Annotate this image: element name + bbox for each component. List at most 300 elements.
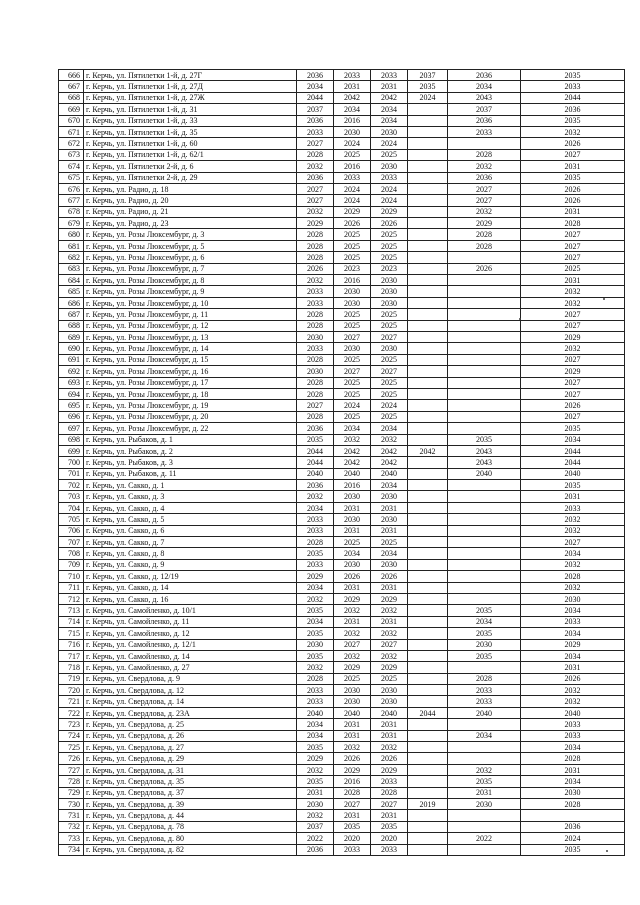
year-col-4-cell: 2042 <box>334 457 371 468</box>
row-number-cell: 734 <box>59 844 84 855</box>
year-col-6-cell <box>408 343 448 354</box>
year-col-7-cell: 2033 <box>448 696 521 707</box>
year-col-6-cell <box>408 650 448 661</box>
year-col-5-cell: 2032 <box>371 742 408 753</box>
year-col-4-cell: 2026 <box>334 571 371 582</box>
row-number-cell: 685 <box>59 286 84 297</box>
table-row <box>59 742 625 753</box>
year-col-5-cell: 2040 <box>371 707 408 718</box>
row-number-cell: 722 <box>59 707 84 718</box>
year-col-7-cell: 2028 <box>448 229 521 240</box>
table-row <box>59 172 625 183</box>
row-number-cell: 701 <box>59 468 84 479</box>
year-col-3-cell: 2030 <box>297 799 334 810</box>
address-cell: г. Керчь, ул. Свердлова, д. 9 <box>84 673 297 684</box>
year-col-7-cell <box>448 525 521 536</box>
year-col-6-cell <box>408 297 448 308</box>
row-number-cell: 729 <box>59 787 84 798</box>
year-col-8-cell: 2032 <box>521 286 625 297</box>
year-col-5-cell: 2031 <box>371 616 408 627</box>
table-row <box>59 423 625 434</box>
year-col-8-cell: 2028 <box>521 753 625 764</box>
year-col-8-cell: 2035 <box>521 844 625 855</box>
year-col-6-cell <box>408 628 448 639</box>
row-number-cell: 727 <box>59 764 84 775</box>
year-col-7-cell <box>448 480 521 491</box>
year-col-3-cell: 2033 <box>297 514 334 525</box>
year-col-3-cell: 2036 <box>297 423 334 434</box>
year-col-7-cell <box>448 537 521 548</box>
row-number-cell: 674 <box>59 161 84 172</box>
year-col-3-cell: 2028 <box>297 252 334 263</box>
row-number-cell: 719 <box>59 673 84 684</box>
address-cell: г. Керчь, ул. Сакко, д. 9 <box>84 559 297 570</box>
row-number-cell: 677 <box>59 195 84 206</box>
address-cell: г. Керчь, ул. Рыбаков, д. 3 <box>84 457 297 468</box>
year-col-5-cell: 2032 <box>371 628 408 639</box>
year-col-6-cell <box>408 468 448 479</box>
year-col-4-cell: 2034 <box>334 548 371 559</box>
year-col-4-cell: 2031 <box>334 81 371 92</box>
year-col-5-cell: 2025 <box>371 537 408 548</box>
year-col-8-cell: 2040 <box>521 707 625 718</box>
year-col-6-cell <box>408 753 448 764</box>
table-row <box>59 229 625 240</box>
year-col-3-cell: 2033 <box>297 685 334 696</box>
table-row <box>59 286 625 297</box>
year-col-8-cell: 2024 <box>521 833 625 844</box>
year-col-4-cell: 2032 <box>334 628 371 639</box>
year-col-6-cell <box>408 605 448 616</box>
row-number-cell: 720 <box>59 685 84 696</box>
year-col-6-cell <box>408 104 448 115</box>
year-col-3-cell: 2033 <box>297 297 334 308</box>
year-col-7-cell <box>448 297 521 308</box>
row-number-cell: 692 <box>59 366 84 377</box>
address-cell: г. Керчь, ул. Розы Люксембург, д. 18 <box>84 388 297 399</box>
year-col-5-cell: 2025 <box>371 229 408 240</box>
year-col-6-cell <box>408 491 448 502</box>
address-cell: г. Керчь, ул. Свердлова, д. 82 <box>84 844 297 855</box>
year-col-6-cell <box>408 571 448 582</box>
year-col-3-cell: 2032 <box>297 810 334 821</box>
year-col-8-cell: 2032 <box>521 126 625 137</box>
year-col-5-cell: 2031 <box>371 582 408 593</box>
table-row <box>59 297 625 308</box>
year-col-4-cell: 2042 <box>334 445 371 456</box>
year-col-6-cell <box>408 673 448 684</box>
year-col-5-cell: 2031 <box>371 525 408 536</box>
year-col-6-cell <box>408 730 448 741</box>
year-col-6-cell <box>408 685 448 696</box>
address-cell: г. Керчь, ул. Розы Люксембург, д. 14 <box>84 343 297 354</box>
year-col-6-cell <box>408 183 448 194</box>
year-col-8-cell: 2032 <box>521 559 625 570</box>
year-col-3-cell: 2035 <box>297 605 334 616</box>
year-col-4-cell: 2027 <box>334 331 371 342</box>
year-col-7-cell: 2034 <box>448 730 521 741</box>
year-col-3-cell: 2034 <box>297 81 334 92</box>
year-col-5-cell: 2027 <box>371 331 408 342</box>
year-col-3-cell: 2028 <box>297 149 334 160</box>
address-cell: г. Керчь, ул. Пятилетки 1-й, д. 27Д <box>84 81 297 92</box>
year-col-7-cell <box>448 502 521 513</box>
year-col-6-cell: 2042 <box>408 445 448 456</box>
year-col-6-cell <box>408 240 448 251</box>
year-col-5-cell: 2026 <box>371 218 408 229</box>
address-cell: г. Керчь, ул. Рыбаков, д. 2 <box>84 445 297 456</box>
address-cell: г. Керчь, ул. Розы Люксембург, д. 10 <box>84 297 297 308</box>
address-cell: г. Керчь, ул. Розы Люксембург, д. 5 <box>84 240 297 251</box>
table-row <box>59 320 625 331</box>
year-col-8-cell: 2032 <box>521 514 625 525</box>
year-col-8-cell: 2026 <box>521 400 625 411</box>
table-row <box>59 411 625 422</box>
year-col-8-cell: 2027 <box>521 388 625 399</box>
row-number-cell: 672 <box>59 138 84 149</box>
address-cell: г. Керчь, ул. Пятилетки 1-й, д. 35 <box>84 126 297 137</box>
year-col-5-cell: 2025 <box>371 240 408 251</box>
year-col-6-cell <box>408 206 448 217</box>
year-col-4-cell: 2026 <box>334 218 371 229</box>
address-cell: г. Керчь, ул. Сакко, д. 8 <box>84 548 297 559</box>
year-col-3-cell: 2028 <box>297 537 334 548</box>
year-col-3-cell: 2033 <box>297 126 334 137</box>
year-col-6-cell: 2037 <box>408 70 448 81</box>
year-col-8-cell: 2031 <box>521 206 625 217</box>
year-col-7-cell <box>448 354 521 365</box>
year-col-3-cell: 2036 <box>297 172 334 183</box>
address-cell: г. Керчь, ул. Свердлова, д. 12 <box>84 685 297 696</box>
table-row <box>59 138 625 149</box>
table-row <box>59 799 625 810</box>
year-col-7-cell <box>448 582 521 593</box>
row-number-cell: 697 <box>59 423 84 434</box>
table-row <box>59 696 625 707</box>
table-row <box>59 161 625 172</box>
year-col-7-cell <box>448 719 521 730</box>
year-col-6-cell <box>408 172 448 183</box>
row-number-cell: 716 <box>59 639 84 650</box>
row-number-cell: 695 <box>59 400 84 411</box>
year-col-7-cell <box>448 411 521 422</box>
year-col-4-cell: 2030 <box>334 343 371 354</box>
year-col-4-cell: 2031 <box>334 730 371 741</box>
address-cell: г. Керчь, ул. Самойленко, д. 27 <box>84 662 297 673</box>
year-col-6-cell: 2019 <box>408 799 448 810</box>
year-col-7-cell: 2043 <box>448 92 521 103</box>
table-row <box>59 388 625 399</box>
row-number-cell: 689 <box>59 331 84 342</box>
year-col-3-cell: 2035 <box>297 548 334 559</box>
year-col-4-cell: 2025 <box>334 388 371 399</box>
row-number-cell: 667 <box>59 81 84 92</box>
year-col-7-cell <box>448 286 521 297</box>
year-col-5-cell: 2034 <box>371 548 408 559</box>
year-col-5-cell: 2033 <box>371 70 408 81</box>
year-col-8-cell: 2035 <box>521 70 625 81</box>
row-number-cell: 725 <box>59 742 84 753</box>
year-col-3-cell: 2044 <box>297 457 334 468</box>
year-col-8-cell: 2034 <box>521 650 625 661</box>
year-col-6-cell <box>408 149 448 160</box>
year-col-7-cell: 2028 <box>448 240 521 251</box>
address-cell: г. Керчь, ул. Пятилетки 1-й, д. 31 <box>84 104 297 115</box>
year-col-5-cell: 2029 <box>371 593 408 604</box>
year-col-7-cell <box>448 320 521 331</box>
year-col-4-cell: 2030 <box>334 297 371 308</box>
year-col-5-cell: 2029 <box>371 662 408 673</box>
table-row <box>59 616 625 627</box>
address-cell: г. Керчь, ул. Розы Люксембург, д. 7 <box>84 263 297 274</box>
address-cell: г. Керчь, ул. Сакко, д. 16 <box>84 593 297 604</box>
year-col-6-cell <box>408 833 448 844</box>
address-cell: г. Керчь, ул. Розы Люксембург, д. 11 <box>84 309 297 320</box>
year-col-7-cell: 2035 <box>448 605 521 616</box>
year-col-5-cell: 2030 <box>371 286 408 297</box>
year-col-8-cell: 2032 <box>521 696 625 707</box>
row-number-cell: 694 <box>59 388 84 399</box>
year-col-6-cell <box>408 776 448 787</box>
year-col-8-cell: 2027 <box>521 354 625 365</box>
address-cell: г. Керчь, ул. Свердлова, д. 23А <box>84 707 297 718</box>
year-col-5-cell: 2025 <box>371 320 408 331</box>
row-number-cell: 683 <box>59 263 84 274</box>
year-col-3-cell: 2022 <box>297 833 334 844</box>
year-col-6-cell <box>408 275 448 286</box>
year-col-3-cell: 2032 <box>297 161 334 172</box>
year-col-8-cell: 2032 <box>521 685 625 696</box>
year-col-8-cell: 2044 <box>521 92 625 103</box>
address-cell: г. Керчь, ул. Сакко, д. 4 <box>84 502 297 513</box>
year-col-4-cell: 2035 <box>334 821 371 832</box>
address-cell: г. Керчь, ул. Самойленко, д. 11 <box>84 616 297 627</box>
table-row <box>59 468 625 479</box>
year-col-7-cell: 2035 <box>448 434 521 445</box>
address-cell: г. Керчь, ул. Пятилетки 2-й, д. 29 <box>84 172 297 183</box>
table-row <box>59 582 625 593</box>
year-col-3-cell: 2036 <box>297 70 334 81</box>
year-col-5-cell: 2030 <box>371 275 408 286</box>
year-col-8-cell: 2034 <box>521 434 625 445</box>
year-col-7-cell: 2030 <box>448 639 521 650</box>
year-col-6-cell <box>408 377 448 388</box>
year-col-4-cell: 2016 <box>334 275 371 286</box>
year-col-7-cell: 2036 <box>448 172 521 183</box>
year-col-6-cell <box>408 582 448 593</box>
row-number-cell: 712 <box>59 593 84 604</box>
year-col-3-cell: 2037 <box>297 104 334 115</box>
year-col-6-cell: 2024 <box>408 92 448 103</box>
year-col-7-cell: 2043 <box>448 445 521 456</box>
year-col-7-cell <box>448 559 521 570</box>
row-number-cell: 728 <box>59 776 84 787</box>
year-col-8-cell: 2027 <box>521 252 625 263</box>
row-number-cell: 708 <box>59 548 84 559</box>
year-col-8-cell: 2028 <box>521 799 625 810</box>
year-col-8-cell: 2035 <box>521 480 625 491</box>
year-col-7-cell <box>448 753 521 764</box>
year-col-6-cell <box>408 115 448 126</box>
year-col-7-cell <box>448 593 521 604</box>
year-col-7-cell <box>448 571 521 582</box>
address-cell: г. Керчь, ул. Свердлова, д. 37 <box>84 787 297 798</box>
address-cell: г. Керчь, ул. Пятилетки 1-й, д. 33 <box>84 115 297 126</box>
year-col-6-cell <box>408 616 448 627</box>
year-col-5-cell: 2034 <box>371 423 408 434</box>
year-col-5-cell: 2035 <box>371 821 408 832</box>
year-col-4-cell: 2025 <box>334 252 371 263</box>
year-col-6-cell <box>408 195 448 206</box>
year-col-6-cell <box>408 331 448 342</box>
year-col-6-cell <box>408 286 448 297</box>
address-cell: г. Керчь, ул. Радио, д. 21 <box>84 206 297 217</box>
address-cell: г. Керчь, ул. Пятилетки 2-й, д. 6 <box>84 161 297 172</box>
row-number-cell: 705 <box>59 514 84 525</box>
year-col-5-cell: 2020 <box>371 833 408 844</box>
year-col-5-cell: 2030 <box>371 696 408 707</box>
table-row <box>59 605 625 616</box>
row-number-cell: 710 <box>59 571 84 582</box>
year-col-5-cell: 2025 <box>371 149 408 160</box>
year-col-8-cell: 2027 <box>521 149 625 160</box>
row-number-cell: 714 <box>59 616 84 627</box>
address-cell: г. Керчь, ул. Свердлова, д. 78 <box>84 821 297 832</box>
year-col-3-cell: 2029 <box>297 218 334 229</box>
table-row <box>59 685 625 696</box>
table-row <box>59 457 625 468</box>
year-col-5-cell: 2025 <box>371 252 408 263</box>
scan-speck <box>606 850 608 852</box>
address-cell: г. Керчь, ул. Радио, д. 18 <box>84 183 297 194</box>
year-col-8-cell: 2027 <box>521 377 625 388</box>
table-row <box>59 240 625 251</box>
year-col-8-cell: 2034 <box>521 742 625 753</box>
year-col-5-cell: 2033 <box>371 844 408 855</box>
year-col-7-cell: 2029 <box>448 218 521 229</box>
row-number-cell: 673 <box>59 149 84 160</box>
year-col-3-cell: 2035 <box>297 776 334 787</box>
year-col-3-cell: 2027 <box>297 400 334 411</box>
year-col-4-cell: 2031 <box>334 582 371 593</box>
year-col-8-cell: 2034 <box>521 628 625 639</box>
row-number-cell: 671 <box>59 126 84 137</box>
address-cell: г. Керчь, ул. Пятилетки 1-й, д. 27Г <box>84 70 297 81</box>
year-col-5-cell: 2030 <box>371 514 408 525</box>
address-cell: г. Керчь, ул. Радио, д. 23 <box>84 218 297 229</box>
year-col-8-cell: 2044 <box>521 445 625 456</box>
year-col-6-cell <box>408 514 448 525</box>
housing-repair-schedule-table <box>58 69 625 856</box>
year-col-6-cell <box>408 161 448 172</box>
year-col-3-cell: 2028 <box>297 388 334 399</box>
year-col-6-cell <box>408 844 448 855</box>
address-cell: г. Керчь, ул. Розы Люксембург, д. 6 <box>84 252 297 263</box>
row-number-cell: 669 <box>59 104 84 115</box>
year-col-4-cell: 2031 <box>334 502 371 513</box>
year-col-4-cell: 2030 <box>334 559 371 570</box>
year-col-3-cell: 2029 <box>297 571 334 582</box>
row-number-cell: 668 <box>59 92 84 103</box>
table-row <box>59 650 625 661</box>
year-col-5-cell: 2026 <box>371 571 408 582</box>
row-number-cell: 706 <box>59 525 84 536</box>
year-col-7-cell <box>448 548 521 559</box>
year-col-7-cell: 2034 <box>448 81 521 92</box>
year-col-4-cell: 2029 <box>334 593 371 604</box>
year-col-6-cell: 2035 <box>408 81 448 92</box>
year-col-3-cell: 2028 <box>297 309 334 320</box>
year-col-5-cell: 2025 <box>371 309 408 320</box>
address-cell: г. Керчь, ул. Свердлова, д. 31 <box>84 764 297 775</box>
year-col-4-cell: 2025 <box>334 240 371 251</box>
year-col-4-cell: 2030 <box>334 126 371 137</box>
year-col-8-cell: 2040 <box>521 468 625 479</box>
year-col-4-cell: 2042 <box>334 92 371 103</box>
address-cell: г. Керчь, ул. Сакко, д. 12/19 <box>84 571 297 582</box>
year-col-5-cell: 2030 <box>371 297 408 308</box>
year-col-7-cell: 2030 <box>448 799 521 810</box>
year-col-5-cell: 2023 <box>371 263 408 274</box>
address-cell: г. Керчь, ул. Самойленко, д. 12 <box>84 628 297 639</box>
year-col-8-cell: 2033 <box>521 502 625 513</box>
year-col-5-cell: 2025 <box>371 673 408 684</box>
year-col-3-cell: 2035 <box>297 434 334 445</box>
year-col-8-cell: 2034 <box>521 548 625 559</box>
address-cell: г. Керчь, ул. Свердлова, д. 44 <box>84 810 297 821</box>
year-col-8-cell: 2026 <box>521 183 625 194</box>
year-col-8-cell: 2033 <box>521 719 625 730</box>
table-row <box>59 206 625 217</box>
year-col-7-cell: 2027 <box>448 195 521 206</box>
row-number-cell: 680 <box>59 229 84 240</box>
year-col-6-cell <box>408 411 448 422</box>
year-col-5-cell: 2033 <box>371 172 408 183</box>
table-row <box>59 707 625 718</box>
year-col-3-cell: 2027 <box>297 195 334 206</box>
year-col-6-cell <box>408 719 448 730</box>
year-col-4-cell: 2016 <box>334 161 371 172</box>
year-col-5-cell: 2032 <box>371 434 408 445</box>
year-col-5-cell: 2024 <box>371 183 408 194</box>
year-col-3-cell: 2027 <box>297 183 334 194</box>
table-row <box>59 548 625 559</box>
year-col-6-cell <box>408 218 448 229</box>
table-row <box>59 343 625 354</box>
address-cell: г. Керчь, ул. Пятилетки 1-й, д. 62/1 <box>84 149 297 160</box>
year-col-6-cell <box>408 537 448 548</box>
year-col-7-cell <box>448 844 521 855</box>
year-col-7-cell: 2040 <box>448 707 521 718</box>
row-number-cell: 681 <box>59 240 84 251</box>
address-cell: г. Керчь, ул. Розы Люксембург, д. 9 <box>84 286 297 297</box>
table-row <box>59 445 625 456</box>
year-col-8-cell: 2035 <box>521 115 625 126</box>
year-col-8-cell: 2035 <box>521 423 625 434</box>
year-col-5-cell: 2030 <box>371 685 408 696</box>
year-col-5-cell: 2040 <box>371 468 408 479</box>
year-col-7-cell: 2040 <box>448 468 521 479</box>
year-col-8-cell: 2027 <box>521 309 625 320</box>
year-col-3-cell: 2044 <box>297 92 334 103</box>
year-col-3-cell: 2032 <box>297 662 334 673</box>
year-col-5-cell: 2032 <box>371 650 408 661</box>
table-row <box>59 218 625 229</box>
row-number-cell: 686 <box>59 297 84 308</box>
year-col-8-cell: 2029 <box>521 639 625 650</box>
address-cell: г. Керчь, ул. Сакко, д. 3 <box>84 491 297 502</box>
scan-speck <box>519 318 521 320</box>
